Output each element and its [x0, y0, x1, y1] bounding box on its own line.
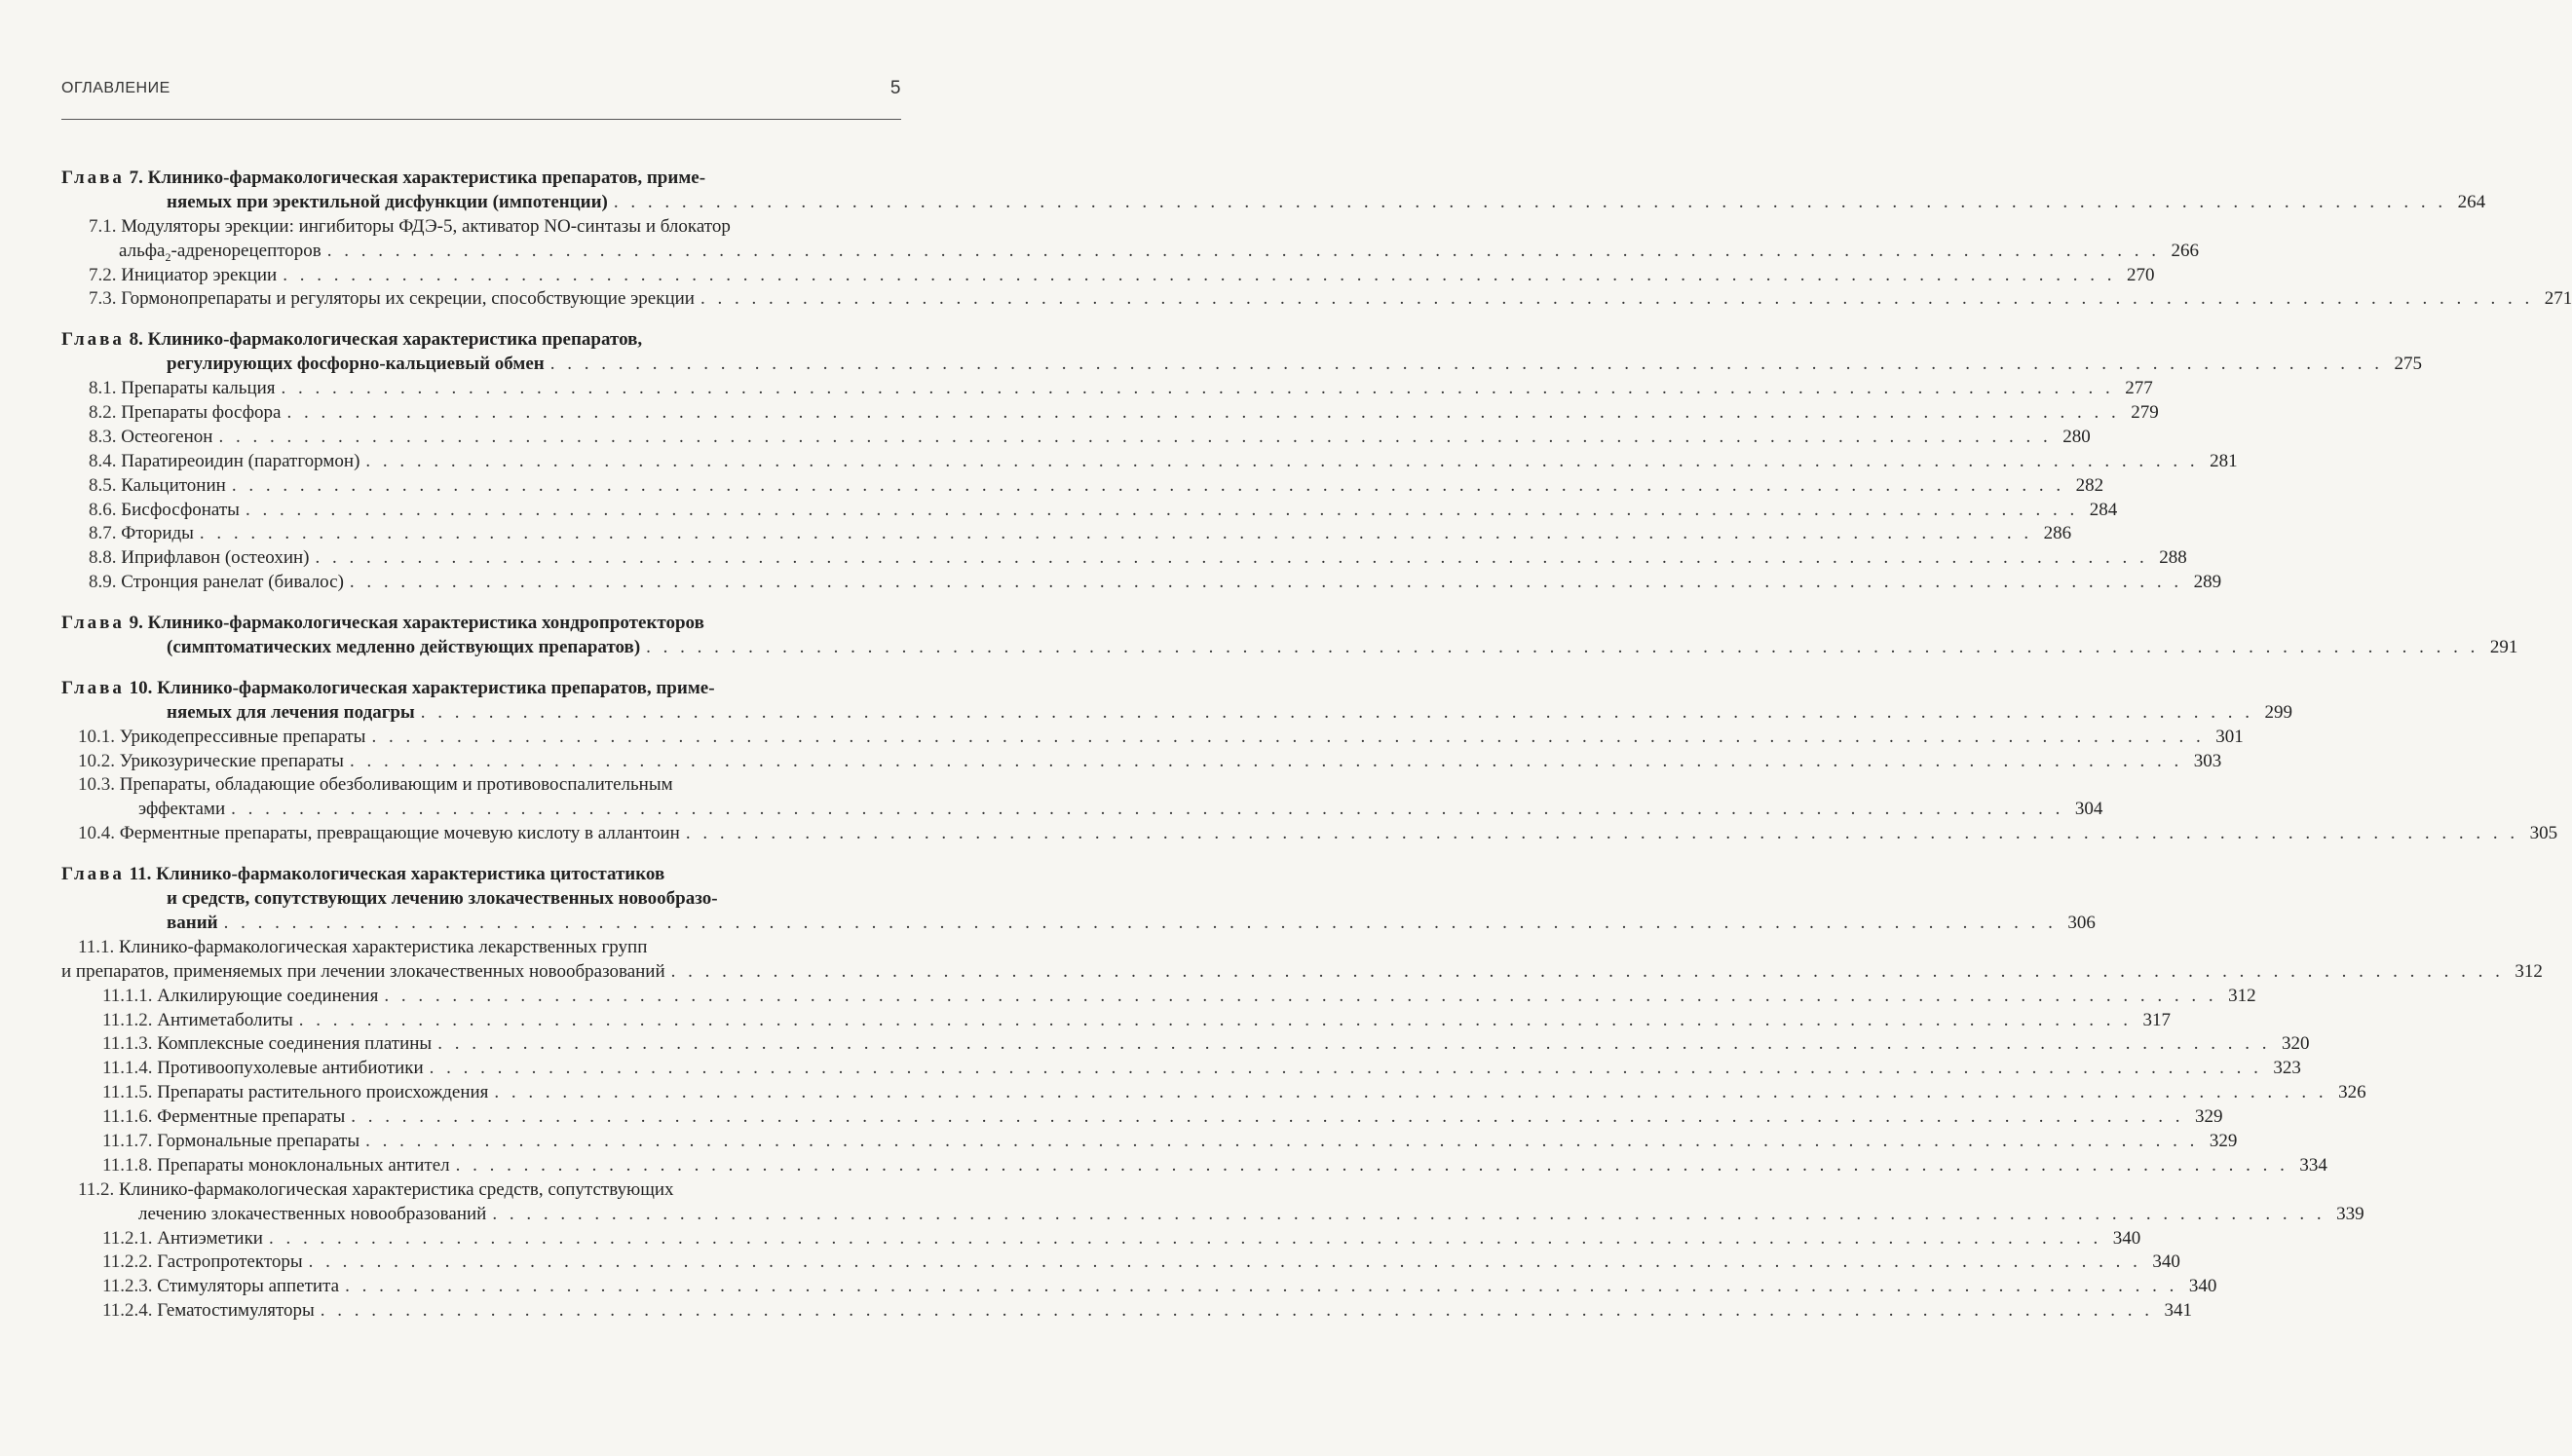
section-number: 11.2.3.	[102, 1276, 153, 1297]
section-entry	[61, 773, 872, 798]
section-title: Фториды	[121, 523, 194, 544]
section-number: 11.2.2.	[102, 1251, 153, 1273]
chapter-label: Глава	[61, 677, 125, 698]
section-entry	[61, 401, 2159, 426]
dot-leader: . . . . . . . . . . . . . . . . . . . . . . . . . . . . . . . . . . . . . . . . . . . . . . . . . . . . . . . . . . . . . . . . . . . . . . . . . . . . . . . . . . . . . . . . . . . . . . . . . . . . . . . . . . . .	[199, 523, 2033, 544]
dot-leader: . . . . . . . . . . . . . . . . . . . . . . . . . . . . . . . . . . . . . . . . . . . . . . . . . . . . . . . . . . . . . . . . . . . . . . . . . . . . . . . . . . . . . . . . . . . . . . . . . . . . . . . . . . . .	[320, 1300, 2154, 1322]
section-title-continuation-page: 339	[2336, 1203, 2364, 1224]
dot-leader: . . . . . . . . . . . . . . . . . . . . . . . . . . . . . . . . . . . . . . . . . . . . . . . . . . . . . . . . . . . . . . . . . . . . . . . . . . . . . . . . . . . . . . . . . . . . . . . . . . . . . . . . . . . .	[281, 378, 2114, 399]
chapter-heading	[61, 677, 872, 701]
section-number: 7.1.	[89, 215, 117, 237]
section-title: Препараты фосфора	[121, 402, 282, 424]
section-page: 329	[2209, 1130, 2238, 1151]
section-number: 11.1.	[78, 936, 115, 957]
section-entry	[61, 215, 872, 240]
section-page: 284	[2089, 499, 2118, 520]
section-number: 11.2.4.	[102, 1300, 153, 1322]
chapter-title-line	[61, 191, 2486, 215]
section-text	[89, 499, 240, 523]
section-title: Гормональные препараты	[157, 1130, 360, 1151]
chapter-heading	[61, 167, 872, 191]
dot-leader: . . . . . . . . . . . . . . . . . . . . . . . . . . . . . . . . . . . . . . . . . . . . . . . . . . . . . . . . . . . . . . . . . . . . . . . . . . . . . . . . . . . . . . . . . . . . . . . . . . . . . . . . . . . .	[223, 912, 2057, 933]
section-title: Ферментные препараты, превращающие мочевую кислоту в аллантоин	[119, 823, 680, 844]
section-title: Противоопухолевые антибиотики	[157, 1058, 424, 1079]
section-number: 10.1.	[78, 726, 115, 747]
dot-leader: . . . . . . . . . . . . . . . . . . . . . . . . . . . . . . . . . . . . . . . . . . . . . . . . . . . . . . . . . . . . . . . . . . . . . . . . . . . . . . . . . . . . . . . . . . . . . . . . . . . . . . . . . . . .	[286, 402, 2120, 424]
section-text	[89, 571, 344, 595]
section-page: 270	[2126, 264, 2155, 285]
section-page: 341	[2164, 1300, 2193, 1322]
section-title: Ферментные препараты	[157, 1106, 346, 1128]
section-page: 281	[2210, 450, 2238, 471]
section-number: 8.7.	[89, 523, 117, 544]
section-page: 334	[2299, 1154, 2327, 1176]
section-text	[78, 822, 680, 846]
dot-leader: . . . . . . . . . . . . . . . . . . . . . . . . . . . . . . . . . . . . . . . . . . . . . . . . . . . . . . . . . . . . . . . . . . . . . . . . . . . . . . . . . . . . . . . . . . . . . . . . . . . . . . . . . . . .	[231, 799, 2064, 820]
section-number: 7.3.	[89, 288, 117, 310]
section-entry	[61, 726, 2244, 750]
dot-leader: . . . . . . . . . . . . . . . . . . . . . . . . . . . . . . . . . . . . . . . . . . . . . . . . . . . . . . . . . . . . . . . . . . . . . . . . . . . . . . . . . . . . . . . . . . . . . . . . . . . . . . . . . . . .	[494, 1082, 2327, 1103]
section-title-continuation	[61, 1203, 2364, 1227]
chapter-label: Глава	[61, 168, 125, 188]
chapter-heading	[61, 328, 872, 353]
table-of-contents	[61, 167, 2572, 1340]
dot-leader: . . . . . . . . . . . . . . . . . . . . . . . . . . . . . . . . . . . . . . . . . . . . . . . . . . . . . . . . . . . . . . . . . . . . . . . . . . . . . . . . . . . . . . . . . . . . . . . . . . . . . . . . . . . .	[349, 750, 2183, 771]
section-title: Стронция ранелат (бивалос)	[121, 572, 344, 593]
section-entry	[61, 571, 2222, 595]
chapter-title-line: Клинико-фармакологическая характеристика препаратов, приме-	[147, 168, 706, 188]
section-title-continuation-text: альфа$_2$-адренорецепторов	[119, 240, 322, 264]
chapter-entry	[61, 328, 2422, 595]
dot-leader: . . . . . . . . . . . . . . . . . . . . . . . . . . . . . . . . . . . . . . . . . . . . . . . . . . . . . . . . . . . . . . . . . . . . . . . . . . . . . . . . . . . . . . . . . . . . . . . . . . . . . . . . . . . .	[218, 426, 2052, 447]
dot-leader: . . . . . . . . . . . . . . . . . . . . . . . . . . . . . . . . . . . . . . . . . . . . . . . . . . . . . . . . . . . . . . . . . . . . . . . . . . . . . . . . . . . . . . . . . . . . . . . . . . . . . . . . . . . .	[365, 450, 2199, 471]
dot-leader: . . . . . . . . . . . . . . . . . . . . . . . . . . . . . . . . . . . . . . . . . . . . . . . . . . . . . . . . . . . . . . . . . . . . . . . . . . . . . . . . . . . . . . . . . . . . . . . . . . . . . . . . . . . .	[298, 1009, 2132, 1030]
section-number: 11.1.8.	[102, 1154, 153, 1176]
running-header	[61, 76, 901, 105]
section-text	[102, 985, 378, 1009]
section-text	[89, 450, 359, 474]
section-title: Кальцитонин	[121, 474, 226, 496]
subsection-entry	[61, 1154, 2327, 1178]
chapter-title-line-text: няемых при эректильной дисфункции (импотенции)	[167, 191, 608, 212]
chapter-title-line: и средств, сопутствующих лечению злокачественных новообразо-	[167, 888, 718, 910]
section-page: 289	[2193, 572, 2222, 593]
dot-leader: . . . . . . . . . . . . . . . . . . . . . . . . . . . . . . . . . . . . . . . . . . . . . . . . . . . . . . . . . . . . . . . . . . . . . . . . . . . . . . . . . . . . . . . . . . . . . . . . . . . . . . . . . . . .	[549, 354, 2383, 375]
chapter-title-line-page: 299	[2264, 701, 2292, 723]
section-title: Урикодепрессивные препараты	[119, 726, 366, 747]
section-page: 303	[2193, 750, 2222, 771]
subsection-entry	[61, 1130, 2238, 1154]
dot-leader: . . . . . . . . . . . . . . . . . . . . . . . . . . . . . . . . . . . . . . . . . . . . . . . . . . . . . . . . . . . . . . . . . . . . . . . . . . . . . . . . . . . . . . . . . . . . . . . . . . . . . . . . . . . .	[420, 701, 2253, 723]
subsection-entry	[61, 1299, 2193, 1324]
dot-leader: . . . . . . . . . . . . . . . . . . . . . . . . . . . . . . . . . . . . . . . . . . . . . . . . . . . . . . . . . . . . . . . . . . . . . . . . . . . . . . . . . . . . . . . . . . . . . . . . . . . . . . . . . . . .	[326, 240, 2161, 261]
section-title: Комплексные соединения платины	[157, 1033, 433, 1055]
dot-leader: . . . . . . . . . . . . . . . . . . . . . . . . . . . . . . . . . . . . . . . . . . . . . . . . . . . . . . . . . . . . . . . . . . . . . . . . . . . . . . . . . . . . . . . . . . . . . . . . . . . . . . . . . . . .	[349, 572, 2183, 593]
section-number: 8.6.	[89, 499, 117, 520]
section-title: Препараты растительного происхождения	[157, 1082, 489, 1103]
section-number: 8.2.	[89, 402, 117, 424]
section-number: 7.2.	[89, 264, 117, 285]
section-title: Гормонопрепараты и регуляторы их секреции, способствующие эрекции	[121, 288, 695, 310]
subsection-entry	[61, 1105, 2223, 1130]
section-page: 279	[2131, 402, 2159, 424]
subsection-entry	[61, 985, 2256, 1009]
section-text	[89, 474, 226, 499]
section-title: Клинико-фармакологическая характеристика лекарственных групп	[119, 936, 648, 957]
section-title-continuation	[61, 960, 2543, 985]
section-page: 340	[2152, 1251, 2180, 1273]
section-title: Остеогенон	[121, 426, 213, 447]
dot-leader: . . . . . . . . . . . . . . . . . . . . . . . . . . . . . . . . . . . . . . . . . . . . . . . . . . . . . . . . . . . . . . . . . . . . . . . . . . . . . . . . . . . . . . . . . . . . . . . . . . . . . . . . . . . .	[283, 264, 2116, 285]
section-page: 277	[2125, 378, 2153, 399]
section-text	[89, 426, 212, 450]
section-entry	[61, 546, 2187, 571]
section-text	[102, 1009, 293, 1033]
section-title-continuation-text: и препаратов, применяемых при лечении злокачественных новообразований	[61, 960, 665, 982]
section-title: Алкилирующие соединения	[157, 985, 379, 1006]
chapter-label: Глава	[61, 864, 125, 885]
section-page: 288	[2159, 547, 2187, 569]
section-number: 8.4.	[89, 450, 117, 471]
dot-leader: . . . . . . . . . . . . . . . . . . . . . . . . . . . . . . . . . . . . . . . . . . . . . . . . . . . . . . . . . . . . . . . . . . . . . . . . . . . . . . . . . . . . . . . . . . . . . . . . . . . . . . . . . . . .	[315, 547, 2148, 569]
section-text	[78, 750, 344, 774]
dot-leader: . . . . . . . . . . . . . . . . . . . . . . . . . . . . . . . . . . . . . . . . . . . . . . . . . . . . . . . . . . . . . . . . . . . . . . . . . . . . . . . . . . . . . . . . . . . . . . . . . . . . . . . . . . . .	[345, 1276, 2178, 1297]
chapter-number: 9.	[129, 613, 143, 634]
section-text	[89, 287, 695, 312]
section-title-continuation	[61, 240, 2200, 264]
dot-leader: . . . . . . . . . . . . . . . . . . . . . . . . . . . . . . . . . . . . . . . . . . . . . . . . . . . . . . . . . . . . . . . . . . . . . . . . . . . . . . . . . . . . . . . . . . . . . . . . . . . . . . . . . . . .	[613, 191, 2447, 212]
section-text	[89, 546, 309, 571]
subsection-entry	[61, 1057, 2301, 1081]
chapter-label: Глава	[61, 329, 125, 351]
section-text	[89, 377, 276, 401]
dot-leader: . . . . . . . . . . . . . . . . . . . . . . . . . . . . . . . . . . . . . . . . . . . . . . . . . . . . . . . . . . . . . . . . . . . . . . . . . . . . . . . . . . . . . . . . . . . . . . . . . . . . . . . . . . . .	[455, 1154, 2288, 1176]
dot-leader: . . . . . . . . . . . . . . . . . . . . . . . . . . . . . . . . . . . . . . . . . . . . . . . . . . . . . . . . . . . . . . . . . . . . . . . . . . . . . . . . . . . . . . . . . . . . . . . . . . . . . . . . . . . .	[231, 474, 2065, 496]
section-text	[102, 1275, 339, 1299]
chapter-entry	[61, 612, 2518, 660]
section-number: 8.5.	[89, 474, 117, 496]
dot-leader: . . . . . . . . . . . . . . . . . . . . . . . . . . . . . . . . . . . . . . . . . . . . . . . . . . . . . . . . . . . . . . . . . . . . . . . . . . . . . . . . . . . . . . . . . . . . . . . . . . . . . . . . . . . .	[371, 726, 2205, 747]
section-page: 286	[2043, 523, 2072, 544]
dot-leader: . . . . . . . . . . . . . . . . . . . . . . . . . . . . . . . . . . . . . . . . . . . . . . . . . . . . . . . . . . . . . . . . . . . . . . . . . . . . . . . . . . . . . . . . . . . . . . . . . . . . . . . . . . . .	[268, 1227, 2102, 1249]
section-page: 320	[2281, 1033, 2310, 1055]
section-number: 11.1.4.	[102, 1058, 153, 1079]
section-entry	[61, 522, 2072, 546]
section-text	[102, 1251, 303, 1275]
section-entry	[61, 822, 2558, 846]
chapter-title-line: Клинико-фармакологическая характеристика хондропротекторов	[147, 613, 704, 634]
section-entry	[61, 450, 2238, 474]
dot-leader: . . . . . . . . . . . . . . . . . . . . . . . . . . . . . . . . . . . . . . . . . . . . . . . . . . . . . . . . . . . . . . . . . . . . . . . . . . . . . . . . . . . . . . . . . . . . . . . . . . . . . . . . . . . .	[492, 1203, 2326, 1224]
dot-leader: . . . . . . . . . . . . . . . . . . . . . . . . . . . . . . . . . . . . . . . . . . . . . . . . . . . . . . . . . . . . . . . . . . . . . . . . . . . . . . . . . . . . . . . . . . . . . . . . . . . . . . . . . . . .	[437, 1033, 2271, 1055]
section-number: 8.3.	[89, 426, 117, 447]
header-rule	[61, 119, 901, 120]
section-entry	[61, 936, 872, 960]
chapter-title-line	[61, 912, 2096, 936]
section-number: 11.2.1.	[102, 1227, 153, 1249]
section-title: Гастропротекторы	[157, 1251, 303, 1273]
section-number: 11.1.1.	[102, 985, 153, 1006]
section-title-continuation	[61, 798, 2103, 822]
section-page: 305	[2529, 823, 2558, 844]
section-title: Антиметаболиты	[157, 1009, 293, 1030]
section-text	[89, 401, 281, 426]
section-text	[102, 1299, 315, 1324]
chapter-title-line: Клинико-фармакологическая характеристика цитостатиков	[156, 864, 665, 885]
chapter-label: Глава	[61, 613, 125, 634]
subsection-entry	[61, 1227, 2141, 1251]
section-text	[102, 1154, 450, 1178]
dot-leader: . . . . . . . . . . . . . . . . . . . . . . . . . . . . . . . . . . . . . . . . . . . . . . . . . . . . . . . . . . . . . . . . . . . . . . . . . . . . . . . . . . . . . . . . . . . . . . . . . . . . . . . . . . . .	[365, 1130, 2199, 1151]
section-page: 340	[2188, 1276, 2217, 1297]
subsection-entry	[61, 1032, 2310, 1057]
chapter-title-line	[61, 353, 2422, 377]
running-header-title: ОГЛАВЛЕНИЕ	[61, 80, 170, 96]
page-number: 5	[889, 78, 901, 98]
section-entry	[61, 377, 2153, 401]
chapter-title-line-text: (симптоматических медленно действующих препаратов)	[167, 637, 641, 658]
section-entry	[61, 1178, 872, 1203]
chapter-title-line-text: няемых для лечения подагры	[167, 701, 415, 723]
section-number: 11.1.5.	[102, 1082, 153, 1103]
section-text	[102, 1105, 345, 1130]
section-number: 8.9.	[89, 572, 117, 593]
section-entry	[61, 426, 2091, 450]
chapter-title-line: Клинико-фармакологическая характеристика препаратов,	[147, 329, 643, 351]
section-text	[102, 1227, 263, 1251]
subsection-entry	[61, 1009, 2171, 1033]
section-title: Паратиреоидин (паратгормон)	[121, 450, 360, 471]
section-page: 312	[2228, 985, 2256, 1006]
section-page: 282	[2075, 474, 2104, 496]
section-page: 340	[2112, 1227, 2141, 1249]
section-number: 10.2.	[78, 750, 115, 771]
section-number: 11.1.3.	[102, 1033, 153, 1055]
section-title-continuation-page: 312	[2515, 960, 2543, 982]
section-number: 8.1.	[89, 378, 117, 399]
chapter-title-line-page: 291	[2489, 637, 2518, 658]
chapter-entry	[61, 863, 2543, 1324]
section-number: 11.2.	[78, 1178, 115, 1200]
section-entry	[61, 264, 2155, 288]
dot-leader: . . . . . . . . . . . . . . . . . . . . . . . . . . . . . . . . . . . . . . . . . . . . . . . . . . . . . . . . . . . . . . . . . . . . . . . . . . . . . . . . . . . . . . . . . . . . . . . . . . . . . . . . . . . .	[670, 960, 2504, 982]
section-text	[102, 1130, 359, 1154]
chapter-number: 7.	[129, 168, 143, 188]
section-title: Препараты моноклональных антител	[157, 1154, 450, 1176]
section-title: Гематостимуляторы	[157, 1300, 315, 1322]
chapter-title-line-text: регулирующих фосфорно-кальциевый обмен	[167, 354, 545, 375]
chapter-title-line	[61, 636, 2518, 660]
dot-leader: . . . . . . . . . . . . . . . . . . . . . . . . . . . . . . . . . . . . . . . . . . . . . . . . . . . . . . . . . . . . . . . . . . . . . . . . . . . . . . . . . . . . . . . . . . . . . . . . . . . . . . . . . . . .	[384, 985, 2217, 1006]
section-title: Модуляторы эрекции: ингибиторы ФДЭ-5, активатор NO-синтазы и блокатор	[121, 215, 731, 237]
section-text	[89, 264, 277, 288]
section-number: 11.1.7.	[102, 1130, 153, 1151]
chapter-number: 10.	[129, 677, 153, 698]
subsection-entry	[61, 1251, 2180, 1275]
section-text	[78, 726, 365, 750]
section-number: 10.3.	[78, 774, 115, 796]
section-page: 301	[2215, 726, 2244, 747]
section-entry	[61, 750, 2222, 774]
section-entry	[61, 499, 2118, 523]
section-text	[102, 1081, 488, 1105]
section-title-continuation-text: лечению злокачественных новообразований	[138, 1203, 487, 1224]
chapter-title-line-text: ваний	[167, 912, 218, 933]
section-title: Антиэметики	[157, 1227, 263, 1249]
dot-leader: . . . . . . . . . . . . . . . . . . . . . . . . . . . . . . . . . . . . . . . . . . . . . . . . . . . . . . . . . . . . . . . . . . . . . . . . . . . . . . . . . . . . . . . . . . . . . . . . . . . . . . . . . . . .	[245, 499, 2079, 520]
section-title-continuation-text: эффектами	[138, 799, 226, 820]
section-text	[89, 522, 194, 546]
chapter-heading	[61, 612, 872, 636]
subsection-entry	[61, 1275, 2217, 1299]
chapter-entry	[61, 167, 2572, 312]
chapter-number: 8.	[129, 329, 143, 351]
section-number: 8.8.	[89, 547, 117, 569]
chapter-title-line-page: 275	[2394, 354, 2422, 375]
chapter-title-line-page: 306	[2067, 912, 2096, 933]
section-title: Препараты кальция	[121, 378, 276, 399]
chapter-entry	[61, 677, 2558, 846]
section-page: 271	[2544, 288, 2572, 310]
section-title-continuation-page: 266	[2171, 240, 2200, 261]
section-number: 10.4.	[78, 823, 115, 844]
section-page: 280	[2062, 426, 2091, 447]
section-entry	[61, 287, 2572, 312]
chapter-heading	[61, 863, 872, 887]
dot-leader: . . . . . . . . . . . . . . . . . . . . . . . . . . . . . . . . . . . . . . . . . . . . . . . . . . . . . . . . . . . . . . . . . . . . . . . . . . . . . . . . . . . . . . . . . . . . . . . . . . . . . . . . . . . .	[351, 1106, 2184, 1128]
section-page: 323	[2273, 1058, 2301, 1079]
section-page: 317	[2142, 1009, 2171, 1030]
chapter-number: 11.	[129, 864, 152, 885]
dot-leader: . . . . . . . . . . . . . . . . . . . . . . . . . . . . . . . . . . . . . . . . . . . . . . . . . . . . . . . . . . . . . . . . . . . . . . . . . . . . . . . . . . . . . . . . . . . . . . . . . . . . . . . . . . . .	[646, 637, 2479, 658]
section-title: Препараты, обладающие обезболивающим и противовоспалительным	[119, 774, 673, 796]
section-title: Иприфлавон (остеохин)	[121, 547, 310, 569]
subsection-entry	[61, 1081, 2366, 1105]
chapter-title-line-page: 264	[2457, 191, 2486, 212]
section-title: Стимуляторы аппетита	[157, 1276, 340, 1297]
section-title: Урикозурические препараты	[119, 750, 344, 771]
section-title: Бисфосфонаты	[121, 499, 240, 520]
section-title-continuation-page: 304	[2074, 799, 2103, 820]
dot-leader: . . . . . . . . . . . . . . . . . . . . . . . . . . . . . . . . . . . . . . . . . . . . . . . . . . . . . . . . . . . . . . . . . . . . . . . . . . . . . . . . . . . . . . . . . . . . . . . . . . . . . . . . . . . .	[685, 823, 2519, 844]
dot-leader: . . . . . . . . . . . . . . . . . . . . . . . . . . . . . . . . . . . . . . . . . . . . . . . . . . . . . . . . . . . . . . . . . . . . . . . . . . . . . . . . . . . . . . . . . . . . . . . . . . . . . . . . . . . .	[308, 1251, 2141, 1273]
section-entry	[61, 474, 2104, 499]
section-text	[102, 1057, 424, 1081]
section-page: 326	[2338, 1082, 2366, 1103]
chapter-title-line	[61, 701, 2292, 726]
dot-leader: . . . . . . . . . . . . . . . . . . . . . . . . . . . . . . . . . . . . . . . . . . . . . . . . . . . . . . . . . . . . . . . . . . . . . . . . . . . . . . . . . . . . . . . . . . . . . . . . . . . . . . . . . . . .	[429, 1058, 2262, 1079]
section-text	[102, 1032, 432, 1057]
section-title: Клинико-фармакологическая характеристика средств, сопутствующих	[119, 1178, 674, 1200]
section-number: 11.1.6.	[102, 1106, 153, 1128]
dot-leader: . . . . . . . . . . . . . . . . . . . . . . . . . . . . . . . . . . . . . . . . . . . . . . . . . . . . . . . . . . . . . . . . . . . . . . . . . . . . . . . . . . . . . . . . . . . . . . . . . . . . . . . . . . . .	[700, 288, 2534, 310]
section-number: 11.1.2.	[102, 1009, 153, 1030]
section-page: 329	[2194, 1106, 2223, 1128]
section-title: Инициатор эрекции	[121, 264, 278, 285]
chapter-title-line: Клинико-фармакологическая характеристика препаратов, приме-	[157, 677, 715, 698]
